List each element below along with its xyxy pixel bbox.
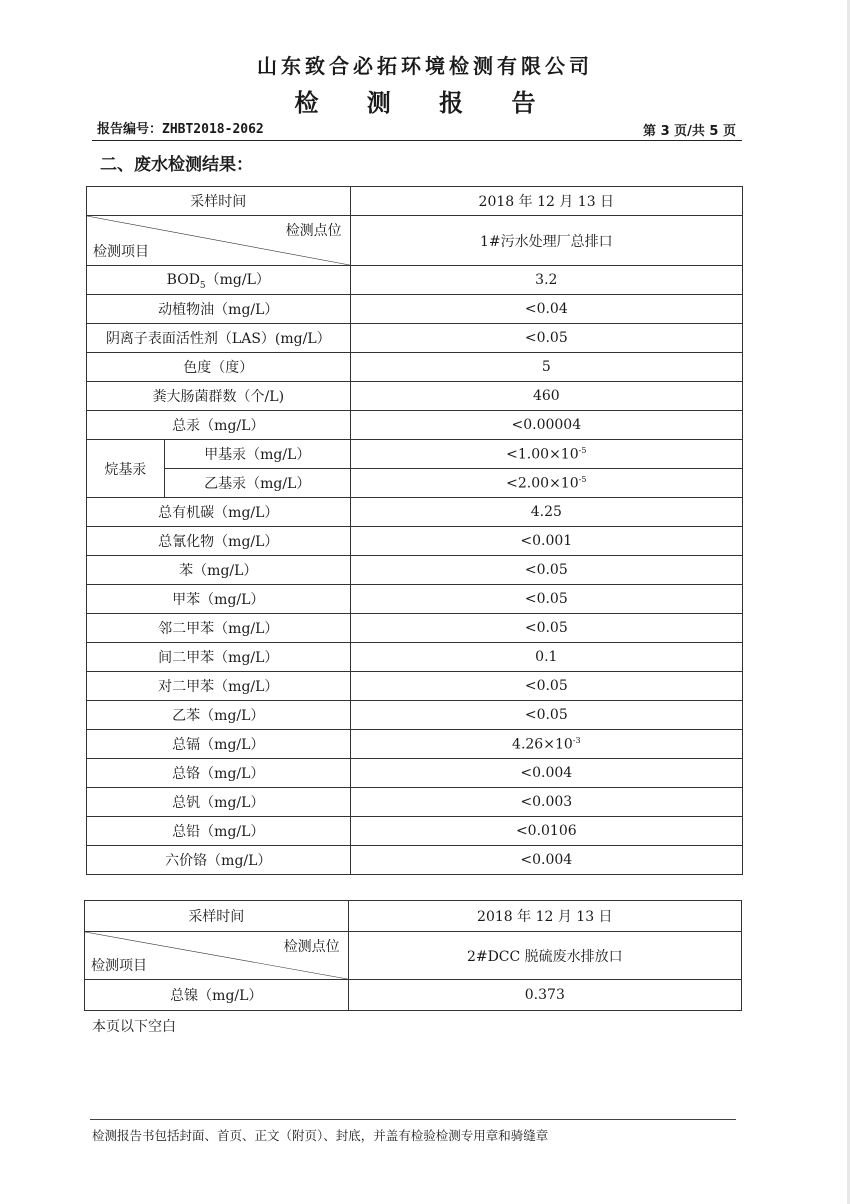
item-value-text: <1.00×10: [506, 446, 579, 463]
item-value-text: <0.00004: [511, 417, 582, 433]
diagonal-header-cell: [85, 932, 349, 980]
item-value-text: <0.05: [524, 562, 568, 578]
item-value-text: <0.05: [524, 330, 568, 346]
item-value: [350, 353, 742, 382]
item-name: 六价铬（mg/L）: [87, 846, 351, 875]
item-value: [350, 556, 742, 585]
table-row: [87, 759, 743, 788]
diagonal-header-cell: [87, 216, 351, 266]
header-divider: [92, 140, 742, 141]
end-note: 本页以下空白: [92, 1019, 176, 1035]
table-row: [87, 556, 743, 585]
item-value: [350, 295, 742, 324]
item-name: 色度（度）: [87, 353, 351, 382]
item-value-text: 3.2: [535, 272, 558, 288]
item-value: [350, 411, 742, 440]
item-value-text: <0.05: [524, 707, 568, 723]
item-name: 总汞（mg/L）: [87, 411, 351, 440]
page-indicator: 第 3 页/共 5 页: [643, 124, 736, 139]
table-row: [87, 324, 743, 353]
item-name: 苯（mg/L）: [87, 556, 351, 585]
table-row: [87, 585, 743, 614]
item-value-text: <0.05: [524, 678, 568, 694]
item-name: 邻二甲苯（mg/L）: [87, 614, 351, 643]
point-value: 2#DCC 脱硫废水排放口: [348, 932, 741, 980]
company-name: 山东致合必拓环境检测有限公司: [257, 54, 593, 78]
item-value-text: <2.00×10: [506, 475, 579, 492]
item-value: [350, 846, 742, 875]
item-name: 总钒（mg/L）: [87, 788, 351, 817]
item-name: 粪大肠菌群数（个/L): [87, 382, 351, 411]
item-value: [350, 614, 742, 643]
table-row: [87, 411, 743, 440]
point-label: 检测点位: [283, 939, 340, 955]
sampling-time-row: [85, 901, 742, 932]
item-value-text: 4.25: [530, 504, 562, 520]
item-value: [350, 382, 742, 411]
item-name: 甲苯（mg/L）: [87, 585, 351, 614]
table-row: [87, 382, 743, 411]
item-value-text: <0.001: [520, 533, 573, 549]
item-value-exponent: -3: [572, 735, 581, 745]
item-value-text: <0.004: [520, 765, 573, 781]
item-value: [350, 469, 742, 498]
item-value-text: <0.0106: [515, 823, 577, 839]
item-name-text: BOD: [166, 272, 200, 289]
item-value: [350, 324, 742, 353]
item-value-text: <0.003: [520, 794, 573, 810]
item-label: 检测项目: [91, 958, 147, 974]
item-name: 总镉（mg/L）: [87, 730, 351, 759]
item-name: 甲基汞（mg/L）: [164, 440, 350, 469]
item-name: 总有机碳（mg/L）: [87, 498, 351, 527]
item-value: 0.373: [348, 980, 741, 1011]
wastewater-results-table-1: [86, 186, 743, 875]
item-value-text: <0.04: [524, 301, 568, 317]
table-row: [87, 817, 743, 846]
sampling-time-row: [87, 187, 743, 216]
table-row: [87, 353, 743, 382]
report-number: 报告编号：ZHBT2018-2062: [97, 122, 264, 137]
report-title: 检 测 报 告: [294, 89, 556, 117]
item-value: [350, 498, 742, 527]
footer-note: 检测报告书包括封面、首页、正文（附页）、封底，并盖有检验检测专用章和骑缝章: [92, 1128, 549, 1143]
item-name: 动植物油（mg/L）: [87, 295, 351, 324]
sampling-time-label: 采样时间: [87, 187, 351, 216]
item-name-subscript: 5: [199, 280, 206, 291]
item-value-text: 4.26×10: [512, 736, 573, 753]
table-row: [87, 730, 743, 759]
item-value: [350, 759, 742, 788]
table-row: [87, 846, 743, 875]
table-row: [87, 469, 743, 498]
item-value: [350, 672, 742, 701]
wastewater-results-table-2: [84, 900, 742, 1011]
table-row: [87, 498, 743, 527]
item-value-text: 0.1: [535, 649, 558, 665]
table-row: [87, 440, 743, 469]
table-row: [87, 701, 743, 730]
point-label: 检测点位: [285, 223, 342, 239]
item-name: 对二甲苯（mg/L）: [87, 672, 351, 701]
item-value: [350, 730, 742, 759]
header-row: [87, 216, 743, 266]
item-value: [350, 817, 742, 846]
item-name: 阴离子表面活性剂（LAS）(mg/L）: [87, 324, 351, 353]
item-value: [350, 788, 742, 817]
item-unit: （mg/L）: [205, 272, 270, 289]
section-title: 二、废水检测结果：: [100, 155, 253, 175]
item-value-text: 5: [541, 359, 551, 375]
item-name: [87, 266, 351, 295]
item-value-text: 460: [532, 388, 560, 404]
sampling-time-label: 采样时间: [85, 901, 349, 932]
item-name: 间二甲苯（mg/L）: [87, 643, 351, 672]
table-row: [87, 672, 743, 701]
table-row: [87, 788, 743, 817]
item-value: [350, 585, 742, 614]
item-value-text: <0.004: [520, 852, 573, 868]
item-value-exponent: -5: [578, 445, 587, 455]
item-name: 总镍（mg/L）: [85, 980, 349, 1011]
table-row: [87, 266, 743, 295]
item-name: 总铬（mg/L）: [87, 759, 351, 788]
item-name: 总铅（mg/L）: [87, 817, 351, 846]
table-row: [87, 643, 743, 672]
table-row: [87, 295, 743, 324]
point-value: 1#污水处理厂总排口: [350, 216, 742, 266]
item-value-text: <0.05: [524, 620, 568, 636]
item-value: [350, 643, 742, 672]
footer-divider: [90, 1119, 736, 1120]
group-label: 烷基汞: [87, 440, 165, 498]
table-row: [87, 614, 743, 643]
item-value: [350, 266, 742, 295]
table-row: [85, 980, 742, 1011]
item-value: [350, 440, 742, 469]
item-name: 总氰化物（mg/L）: [87, 527, 351, 556]
sampling-time-value: 2018 年 12 月 13 日: [350, 187, 742, 216]
sampling-time-value: 2018 年 12 月 13 日: [348, 901, 741, 932]
header-row: [85, 932, 742, 980]
item-value: [350, 701, 742, 730]
item-name: 乙苯（mg/L）: [87, 701, 351, 730]
item-name: 乙基汞（mg/L）: [164, 469, 350, 498]
item-value: [350, 527, 742, 556]
table-row: [87, 527, 743, 556]
item-value-text: <0.05: [524, 591, 568, 607]
item-value-exponent: -5: [578, 474, 587, 484]
item-label: 检测项目: [93, 244, 149, 260]
